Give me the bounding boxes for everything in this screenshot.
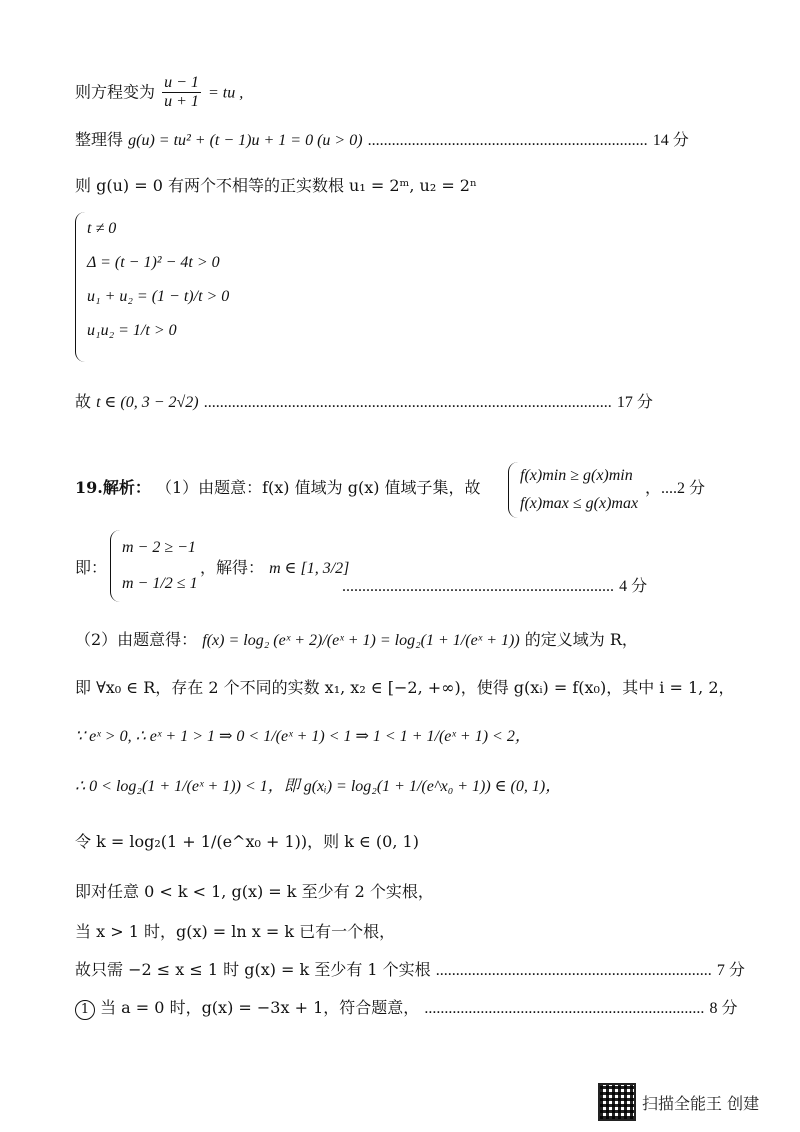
line-forall: 即 ∀x₀ ∈ R，存在 2 个不同的实数 x₁, x₂ ∈ [−2, +∞)，使得 g(xᵢ) = f(x₀)，其中 i = 1, 2， <box>75 678 735 697</box>
line-any-k: 即对任意 0 < k < 1, g(x) = k 至少有 2 个实根， <box>75 882 434 901</box>
score-17: 17 分 <box>616 394 653 411</box>
condition-product: u₁u₂ = 1/t > 0 <box>87 322 177 339</box>
qr-code-icon <box>598 1083 636 1121</box>
left-brace <box>75 212 86 362</box>
score-4: 4 分 <box>619 578 648 595</box>
condition-sum: u₁ + u₂ = (1 − t)/t > 0 <box>87 288 230 305</box>
equation-system-1 <box>75 212 229 362</box>
line-therefore: ∴ 0 < log₂(1 + 1/(eˣ + 1)) < 1，即 g(xᵢ) = log₂(1 + 1/(e^x₀ + 1)) ∈ (0, 1)， <box>75 778 562 795</box>
text: 则方程变为 <box>75 82 156 102</box>
line-let-k: 令 k = log₂(1 + 1/(e^x₀ + 1))，则 k ∈ (0, 1) <box>75 832 419 851</box>
line-only-need: 故只需 −2 ≤ x ≤ 1 时 g(x) = k 至少有 1 个实根 ..................................................................... 7 分 <box>75 960 745 979</box>
score-8: 8 分 <box>709 1000 738 1017</box>
line-x-gt-1: 当 x > 1 时，g(x) = ln x = k 已有一个根， <box>75 922 396 941</box>
line-equation-transform: 则方程变为 $\frac{u - 1}{u + 1}$ = tu , <box>75 74 244 111</box>
scanner-watermark <box>598 1083 759 1121</box>
line-ji-score: .................................................................... 4 分 <box>342 578 648 595</box>
score-2: ，....2 分 <box>645 480 706 497</box>
line-because: ∵ eˣ > 0, ∴ eˣ + 1 > 1 ⇒ 0 < 1/(eˣ + 1) < 1 ⇒ 1 < 1 + 1/(eˣ + 1) < 2， <box>75 728 531 745</box>
line-two-roots: 则 g(u) = 0 有两个不相等的正实数根 u₁ = 2ᵐ, u₂ = 2ⁿ <box>75 176 477 195</box>
left-brace <box>110 530 121 602</box>
circled-number: 1 <box>75 1000 95 1020</box>
equation-system-2: f(x)min ≥ g(x)min f(x)max ≤ g(x)max <box>508 462 638 518</box>
question-title: 19.解析： <box>75 478 151 497</box>
score-14: 14 分 <box>652 132 689 149</box>
line-q19-part1: 19.解析： （1）由题意：f(x) 值域为 g(x) 值域子集，故 <box>75 478 481 497</box>
line-part2: （2）由题意得： f(x) = log₂ (eˣ + 2)/(eˣ + 1) = log₂(1 + 1/(eˣ + 1)) 的定义域为 R， <box>75 630 638 649</box>
fraction-u: $\frac{u - 1}{u + 1}$ <box>164 74 199 111</box>
condition-delta: Δ = (t − 1)² − 4t > 0 <box>87 254 220 271</box>
line-g-of-u: 整理得 g(u) = tu² + (t − 1)u + 1 = 0 (u > 0) ...................................................................... 14 分 <box>75 130 689 149</box>
watermark-text: 扫描全能王 创建 <box>642 1093 760 1113</box>
left-brace <box>508 462 519 518</box>
line-t-range: 故 t ∈ (0, 3 − 2√2) ...................................................................................................... 17 分 <box>75 392 653 411</box>
line-case-a0: 1 当 a = 0 时，g(x) = −3x + 1，符合题意， ...................................................................... 8 分 <box>75 998 737 1020</box>
line-ji-label: 即： <box>75 558 108 577</box>
score-7: 7 分 <box>716 962 745 979</box>
line-ji-solution: ，解得： m ∈ [1, 3/2] <box>200 558 350 577</box>
condition-t: t ≠ 0 <box>87 220 117 237</box>
equation-system-3: m − 2 ≥ −1 m − 1/2 ≤ 1 <box>110 530 198 602</box>
